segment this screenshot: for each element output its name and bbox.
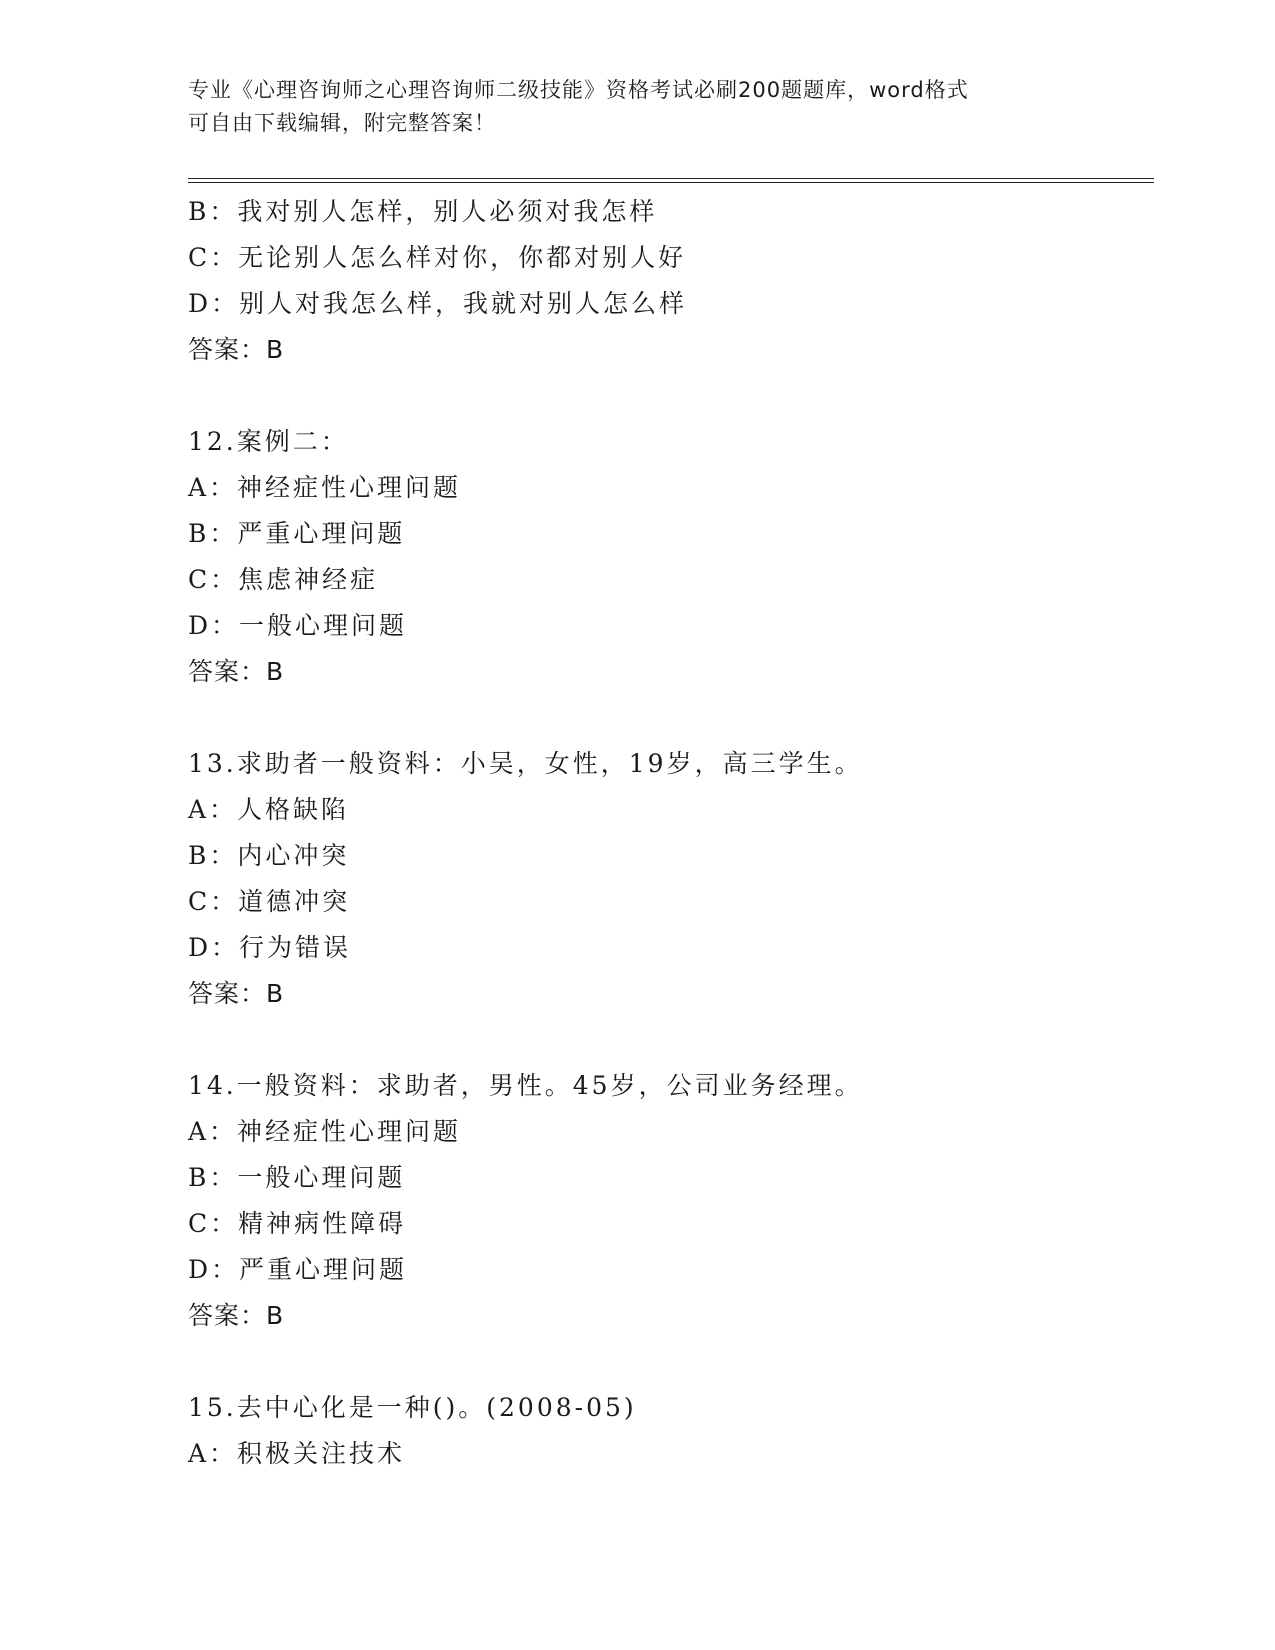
option-d: D：严重心理问题 bbox=[188, 1255, 408, 1284]
option-b: B：严重心理问题 bbox=[188, 519, 406, 548]
spacer bbox=[188, 695, 1148, 741]
question-13 bbox=[188, 741, 1148, 1017]
option-c: C：无论别人怎么样对你，你都对别人好 bbox=[188, 243, 687, 272]
option-b: B：内心冲突 bbox=[188, 841, 350, 870]
option-c: C：焦虑神经症 bbox=[188, 565, 379, 594]
question-fragment bbox=[188, 189, 1148, 373]
option-d: D：行为错误 bbox=[188, 933, 352, 962]
question-text: 14.一般资料：求助者，男性。45岁，公司业务经理。 bbox=[188, 1071, 863, 1100]
question-15 bbox=[188, 1385, 1148, 1477]
question-12 bbox=[188, 419, 1148, 695]
spacer bbox=[188, 373, 1148, 419]
spacer bbox=[188, 1339, 1148, 1385]
header-line-1: 专业《心理咨询师之心理咨询师二级技能》资格考试必刷200题题库，word格式 bbox=[188, 78, 969, 102]
option-c: C：精神病性障碍 bbox=[188, 1209, 407, 1238]
question-list bbox=[188, 189, 1148, 1477]
option-d: D：别人对我怎么样，我就对别人怎么样 bbox=[188, 289, 688, 318]
answer-line: 答案：B bbox=[188, 1301, 285, 1330]
answer-line: 答案：B bbox=[188, 979, 285, 1008]
question-text: 15.去中心化是一种()。(2008-05) bbox=[188, 1393, 637, 1422]
option-b: B：一般心理问题 bbox=[188, 1163, 406, 1192]
option-a: A：神经症性心理问题 bbox=[188, 473, 462, 502]
spacer bbox=[188, 1017, 1148, 1063]
document-header bbox=[188, 74, 1088, 140]
header-double-rule bbox=[188, 178, 1154, 183]
option-d: D：一般心理问题 bbox=[188, 611, 408, 640]
answer-line: 答案：B bbox=[188, 657, 285, 686]
option-a: A：积极关注技术 bbox=[188, 1439, 406, 1468]
option-a: A：神经症性心理问题 bbox=[188, 1117, 462, 1146]
option-a: A：人格缺陷 bbox=[188, 795, 350, 824]
option-b: B：我对别人怎样，别人必须对我怎样 bbox=[188, 197, 658, 226]
question-14 bbox=[188, 1063, 1148, 1339]
question-text: 12.案例二： bbox=[188, 427, 349, 456]
answer-line: 答案：B bbox=[188, 335, 285, 364]
header-line-2: 可自由下载编辑，附完整答案！ bbox=[188, 111, 496, 135]
option-c: C：道德冲突 bbox=[188, 887, 351, 916]
question-text: 13.求助者一般资料：小吴，女性，19岁，高三学生。 bbox=[188, 749, 863, 778]
